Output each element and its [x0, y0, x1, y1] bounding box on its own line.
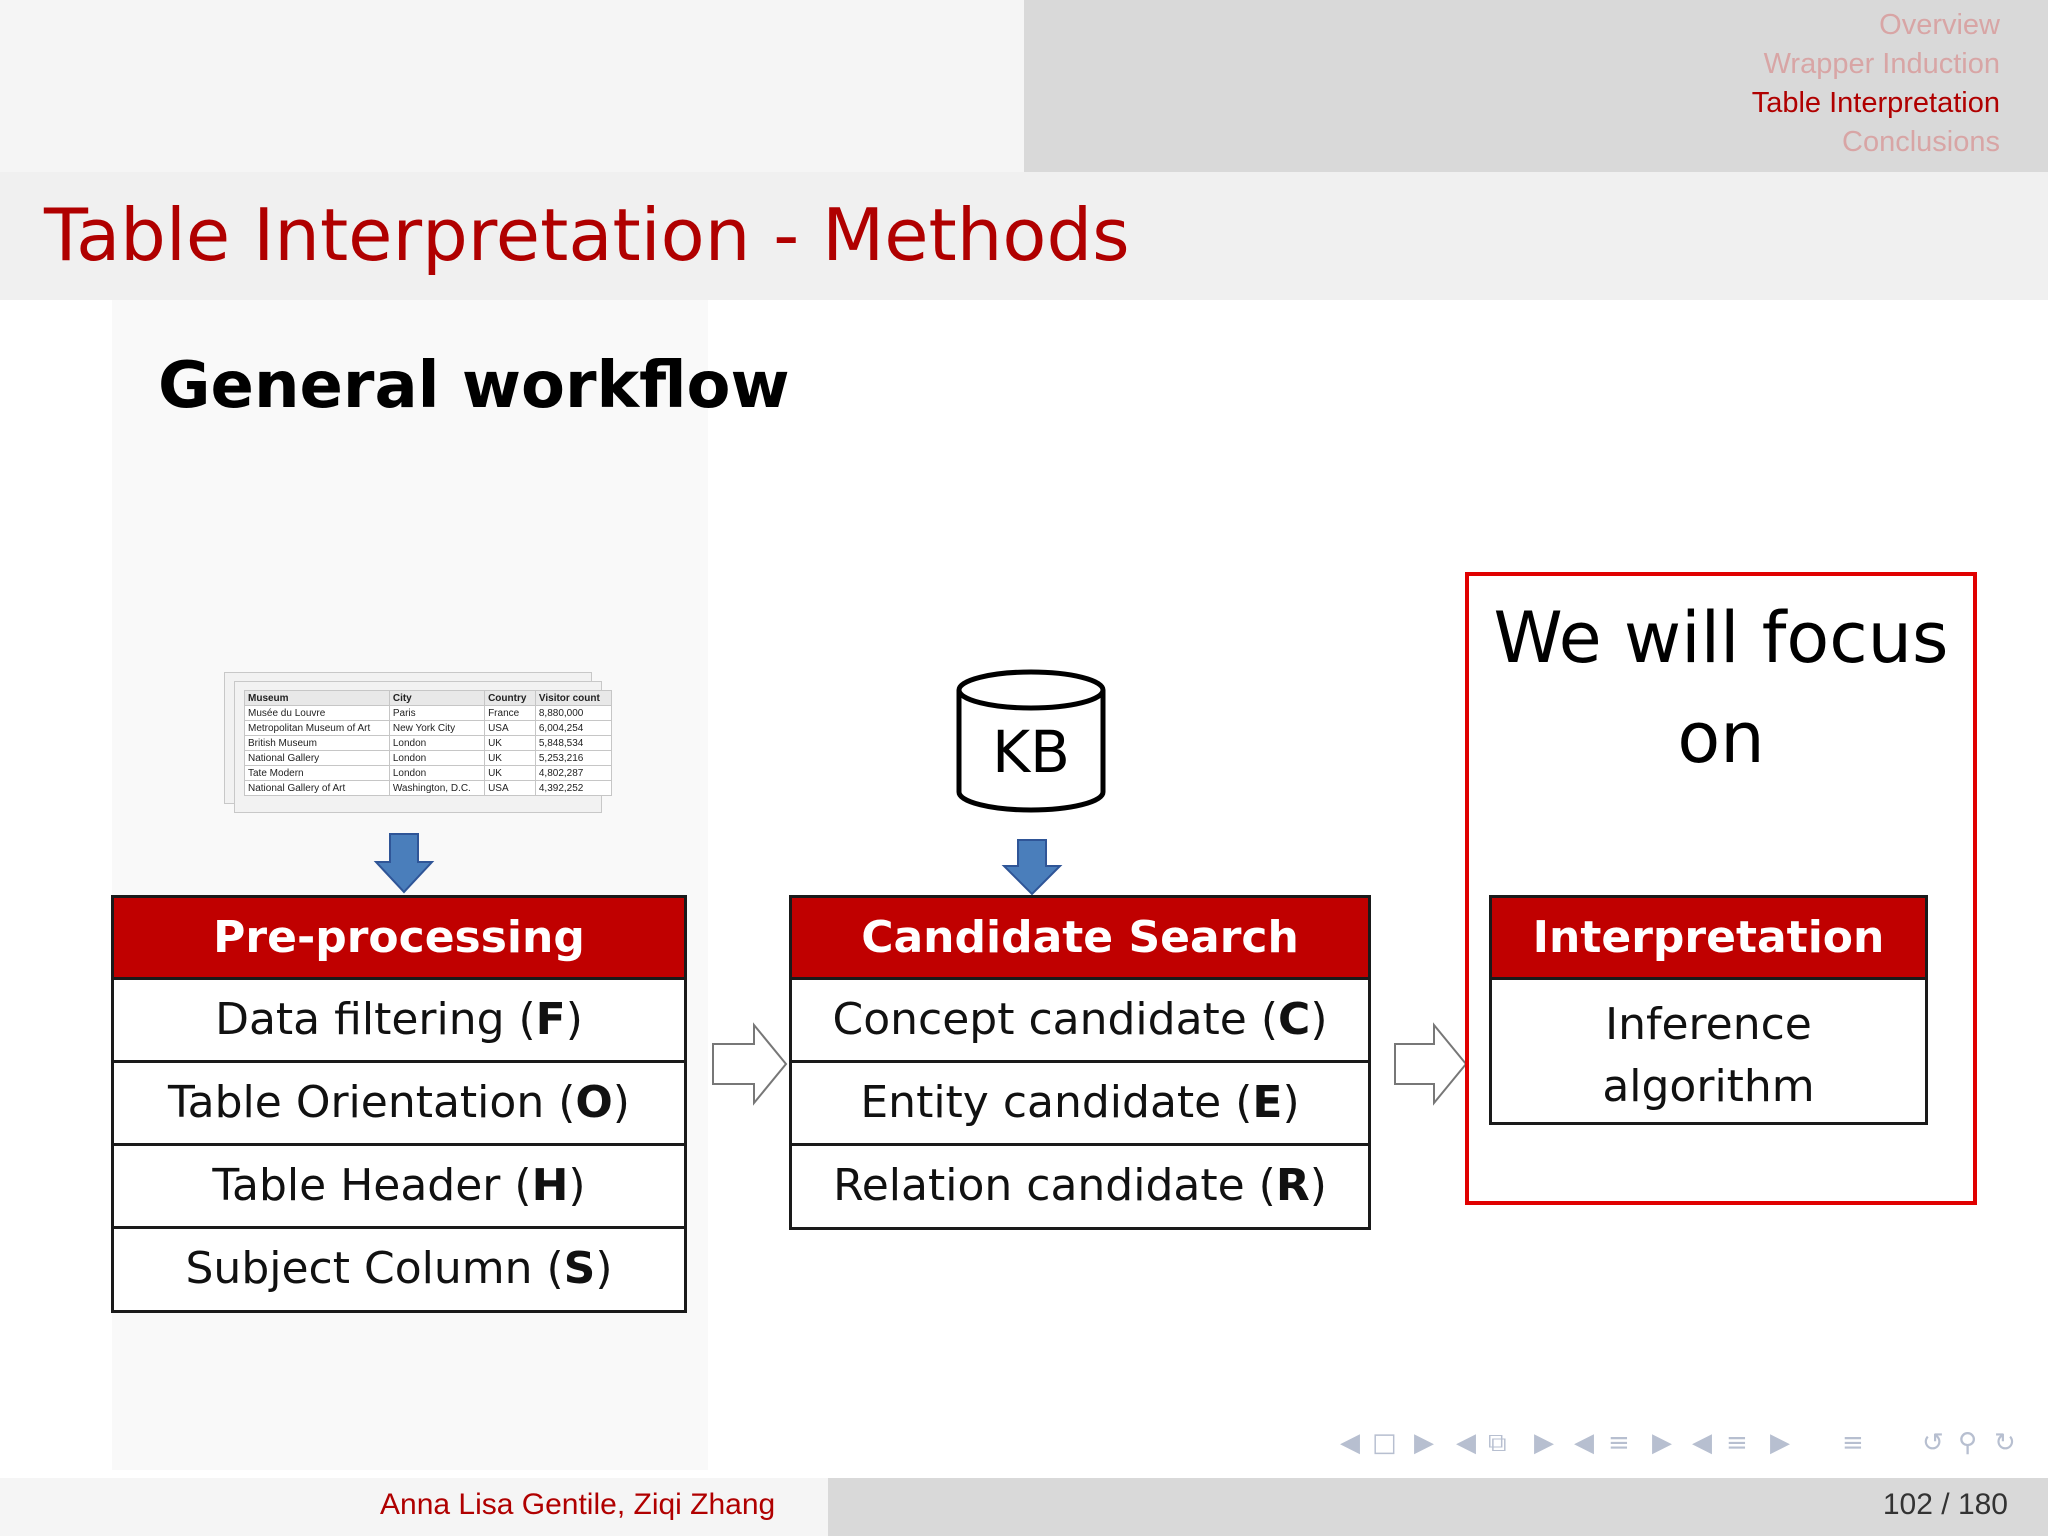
table-header-cell: Museum	[245, 691, 390, 706]
preprocessing-header: Pre-processing	[114, 898, 684, 980]
footer-authors: Anna Lisa Gentile, Ziqi Zhang	[380, 1488, 776, 1521]
prev-section-icon[interactable]: ◀	[1574, 1428, 1594, 1458]
table-cell: New York City	[389, 721, 484, 736]
right-arrow-icon	[1392, 1022, 1470, 1106]
footer-right	[828, 1478, 2048, 1536]
prev-subsection-icon[interactable]: ◀	[1692, 1428, 1712, 1458]
step-table-orientation: Table Orientation (O)	[114, 1063, 684, 1146]
candidate-search-header: Candidate Search	[792, 898, 1368, 980]
table-illustration	[224, 672, 612, 812]
section-navigation	[1752, 6, 2000, 162]
slide-subtitle: General workflow	[158, 349, 790, 423]
section-navigation-bar	[0, 0, 1024, 172]
nav-conclusions[interactable]: Conclusions	[1842, 126, 2000, 158]
nav-overview[interactable]: Overview	[1879, 9, 2000, 41]
table-cell: USA	[485, 781, 536, 796]
table-cell: UK	[485, 766, 536, 781]
next-subsection-icon[interactable]: ▶	[1770, 1428, 1790, 1458]
table-cell: UK	[485, 751, 536, 766]
section-icon[interactable]: ≡	[1608, 1428, 1630, 1458]
nav-wrapper-induction[interactable]: Wrapper Induction	[1763, 48, 2000, 80]
table-cell: National Gallery	[245, 751, 390, 766]
right-arrow-icon	[710, 1022, 790, 1106]
step-table-header: Table Header (H)	[114, 1146, 684, 1229]
table-row	[245, 751, 612, 766]
slides-icon[interactable]: ⧉	[1488, 1428, 1507, 1458]
frame-icon[interactable]: □	[1372, 1428, 1397, 1458]
step-entity-candidate: Entity candidate (E)	[792, 1063, 1368, 1146]
page-number: 102 / 180	[1882, 1488, 2008, 1521]
table-cell: 6,004,254	[535, 721, 611, 736]
sample-table	[244, 690, 612, 796]
table-cell: Paris	[389, 706, 484, 721]
undo-icon[interactable]: ↺	[1922, 1428, 1944, 1458]
down-arrow-icon	[372, 832, 436, 896]
table-header-cell: City	[389, 691, 484, 706]
next-frame-icon[interactable]: ▶	[1414, 1428, 1434, 1458]
table-cell: 5,253,216	[535, 751, 611, 766]
nav-table-interpretation[interactable]: Table Interpretation	[1751, 87, 2000, 119]
table-cell: 4,392,252	[535, 781, 611, 796]
table-cell: France	[485, 706, 536, 721]
step-data-filtering: Data filtering (F)	[114, 980, 684, 1063]
table-cell: Metropolitan Museum of Art	[245, 721, 390, 736]
focus-line-2: on	[1677, 697, 1765, 779]
step-concept-candidate: Concept candidate (C)	[792, 980, 1368, 1063]
table-cell: UK	[485, 736, 536, 751]
table-row	[245, 781, 612, 796]
step-subject-column: Subject Column (S)	[185, 1243, 613, 1294]
focus-caption	[1469, 588, 1973, 788]
table-cell: Musée du Louvre	[245, 706, 390, 721]
search-icon[interactable]: ⚲	[1958, 1428, 1978, 1458]
table-cell: USA	[485, 721, 536, 736]
redo-icon[interactable]: ↻	[1994, 1428, 2016, 1458]
table-row	[245, 706, 612, 721]
down-arrow-icon	[1000, 838, 1064, 896]
inference-line-1: Inference	[1605, 999, 1812, 1050]
table-cell: London	[389, 766, 484, 781]
step-relation-candidate: Relation candidate (R)	[833, 1160, 1327, 1211]
table-cell: Tate Modern	[245, 766, 390, 781]
table-header-cell: Visitor count	[535, 691, 611, 706]
next-section-icon[interactable]: ▶	[1652, 1428, 1672, 1458]
subsection-icon[interactable]: ≡	[1726, 1428, 1748, 1458]
table-row	[245, 721, 612, 736]
interpretation-header: Interpretation	[1492, 898, 1925, 980]
prev-frame-icon[interactable]: ◀	[1340, 1428, 1360, 1458]
table-cell: 5,848,534	[535, 736, 611, 751]
kb-label: KB	[992, 718, 1070, 786]
interpretation-body	[1492, 980, 1925, 1118]
table-cell: 4,802,287	[535, 766, 611, 781]
page-title: Table Interpretation - Methods	[44, 193, 1130, 277]
table-row	[245, 766, 612, 781]
next-slide-icon[interactable]: ▶	[1534, 1428, 1554, 1458]
table-cell: 8,880,000	[535, 706, 611, 721]
prev-slide-icon[interactable]: ◀	[1456, 1428, 1476, 1458]
page-total: 180	[1957, 1488, 2008, 1521]
align-icon[interactable]: ≡	[1842, 1428, 1864, 1458]
interpretation-box	[1489, 895, 1928, 1125]
focus-line-1: We will focus	[1493, 597, 1949, 679]
candidate-search-box	[789, 895, 1371, 1230]
table-cell: National Gallery of Art	[245, 781, 390, 796]
table-header-cell: Country	[485, 691, 536, 706]
table-cell: London	[389, 736, 484, 751]
table-cell: London	[389, 751, 484, 766]
inference-line-2: algorithm	[1602, 1061, 1815, 1112]
table-cell: Washington, D.C.	[389, 781, 484, 796]
table-row	[245, 736, 612, 751]
preprocessing-box	[111, 895, 687, 1313]
table-cell: British Museum	[245, 736, 390, 751]
page-current: 102	[1882, 1488, 1933, 1521]
